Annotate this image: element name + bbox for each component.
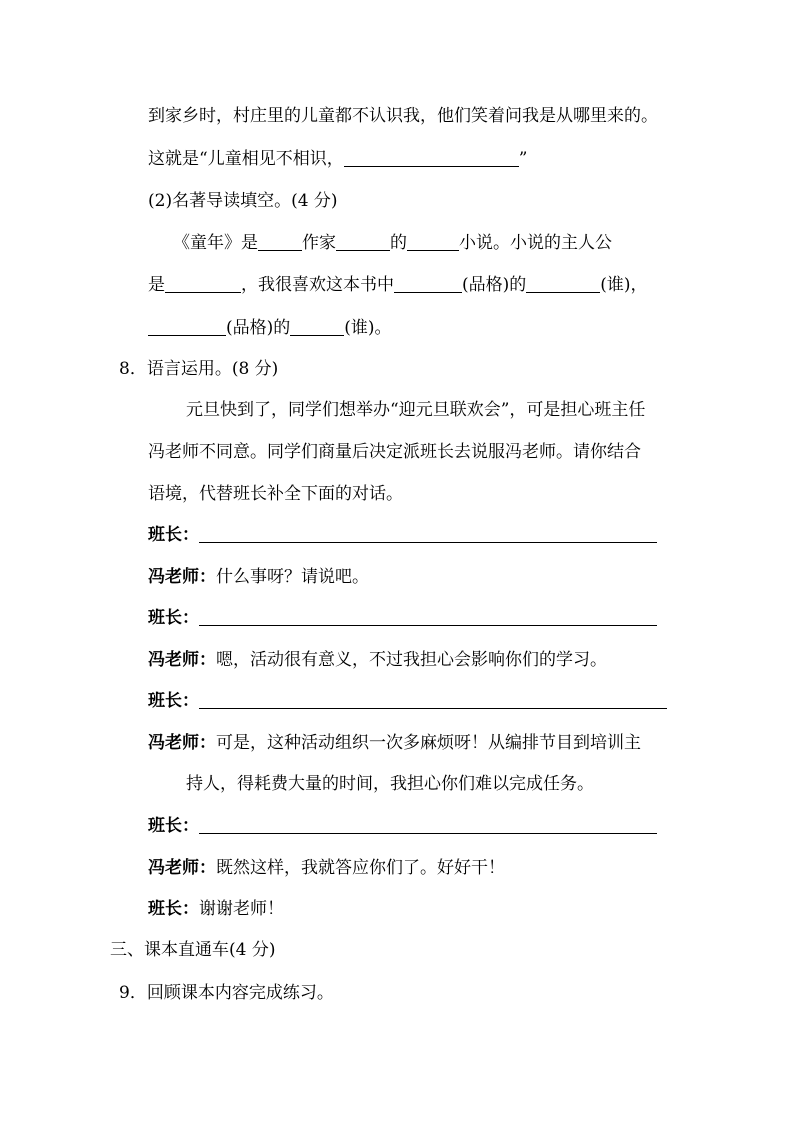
fill-line-1: 《童年》是 作家 的 小说。小说的主人公 (173, 233, 612, 253)
dialog-text: 什么事呀？请说吧。 (216, 567, 369, 587)
dialog-row (148, 565, 369, 589)
dialog-text: 可是，这种活动组织一次多麻烦呀！从编排节目到培训主 (216, 733, 641, 753)
speaker-monitor: 班长： (148, 608, 199, 628)
speaker-monitor: 班长： (148, 816, 199, 836)
q8-para-line-3: 语境，代替班长补全下面的对话。 (148, 484, 403, 504)
dialog-row (148, 814, 657, 838)
dialog-text: 嗯，活动很有意义，不过我担心会影响你们的学习。 (216, 650, 607, 670)
speaker-teacher: 冯老师： (148, 733, 216, 753)
q9-title: 9．回顾课本内容完成练习。 (119, 983, 334, 1003)
dialog-row (148, 731, 641, 755)
q7-poem-prefix: 这就是“儿童相见不相识， (148, 149, 344, 169)
monitor-answer-blank-1[interactable] (199, 524, 657, 543)
speaker-monitor: 班长： (148, 525, 199, 545)
fill-line-3: (品格)的 (谁)。 (148, 316, 392, 340)
poem-answer-blank[interactable] (344, 148, 519, 167)
character-blank-2[interactable] (290, 317, 344, 336)
trait-blank-2[interactable] (148, 317, 226, 336)
q7-text: 到家乡时，村庄里的儿童都不认识我，他们笑着问我是从哪里来的。 (148, 106, 658, 126)
fill-line-2: 是 ，我很喜欢这本书中 (品格)的 (谁)， (148, 275, 648, 295)
q8-title: 8．语言运用。(8 分) (119, 359, 279, 379)
author-blank[interactable] (336, 232, 390, 251)
character-blank-1[interactable] (526, 274, 600, 293)
speaker-monitor: 班长： (148, 691, 199, 711)
dialog-row (148, 523, 657, 547)
speaker-teacher: 冯老师： (148, 567, 216, 587)
monitor-answer-blank-4[interactable] (199, 815, 657, 834)
trait-blank-1[interactable] (394, 274, 462, 293)
dialog-text: 持人，得耗费大量的时间，我担心你们难以完成任务。 (186, 774, 594, 794)
q8-para-line-1: 元旦快到了，同学们想举办“迎元旦联欢会”，可是担心班主任 (186, 400, 646, 420)
speaker-teacher: 冯老师： (148, 650, 216, 670)
speaker-monitor: 班长： (148, 899, 199, 919)
country-blank[interactable] (258, 232, 302, 251)
dialog-row (148, 689, 667, 713)
speaker-teacher: 冯老师： (148, 858, 216, 878)
q7-poem-line (148, 147, 527, 171)
dialog-row (148, 648, 607, 672)
monitor-answer-blank-2[interactable] (199, 607, 657, 626)
dialog-row-continuation (186, 772, 594, 796)
dialog-text: 既然这样，我就答应你们了。好好干！ (216, 858, 505, 878)
genre-blank[interactable] (407, 232, 459, 251)
q8-para-line-2: 冯老师不同意。同学们商量后决定派班长去说服冯老师。请你结合 (148, 442, 641, 462)
sub2-title: (2)名著导读填空。(4 分) (148, 191, 338, 211)
dialog-text: 谢谢老师！ (199, 899, 284, 919)
dialog-row (148, 606, 657, 630)
monitor-answer-blank-3[interactable] (199, 690, 667, 709)
q7-poem-suffix: ” (518, 149, 528, 169)
protagonist-blank[interactable] (165, 274, 241, 293)
dialog-row (148, 897, 284, 921)
q7-continuation-line (148, 104, 658, 128)
dialog-row (148, 856, 505, 880)
section-3-title: 三、课本直通车(4 分) (110, 940, 276, 960)
